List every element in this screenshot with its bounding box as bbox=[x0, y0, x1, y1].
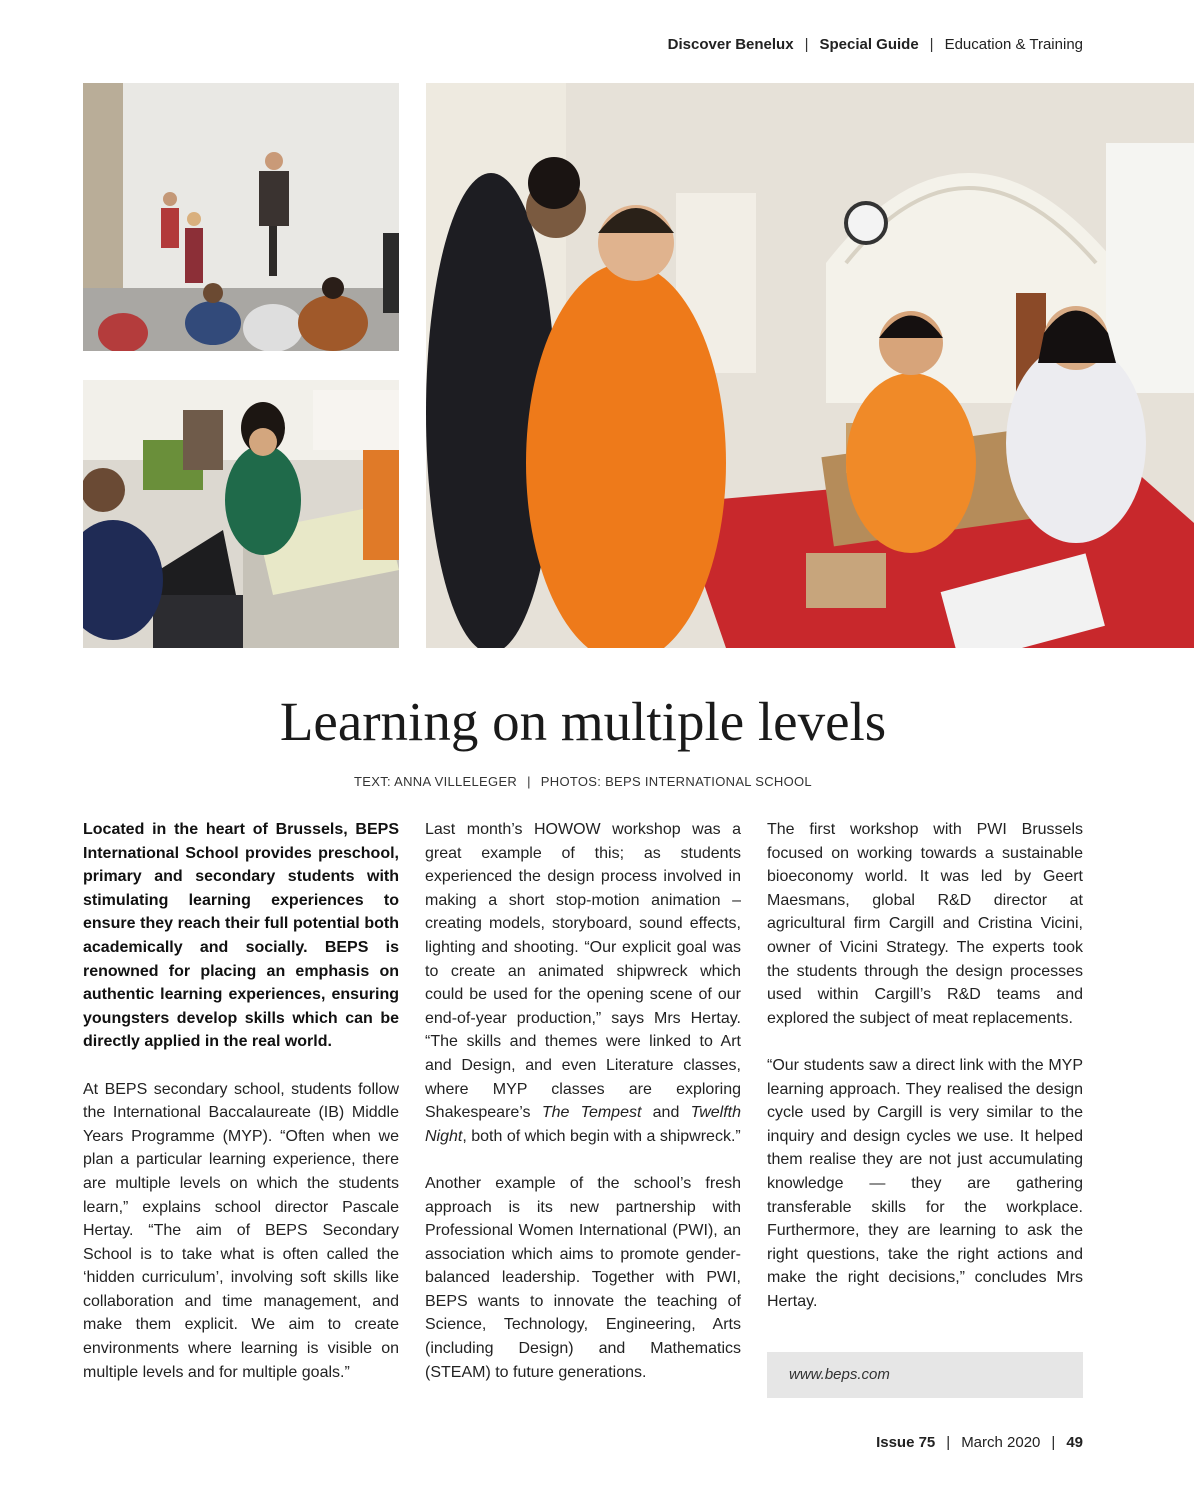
body-text: , both of which begin with a shipwreck.” bbox=[462, 1127, 741, 1145]
students-laptop-icon bbox=[83, 380, 399, 648]
students-workshop-photo bbox=[83, 83, 399, 351]
separator: | bbox=[804, 36, 809, 53]
separator: | bbox=[1051, 1434, 1056, 1451]
issue-number: Issue 75 bbox=[876, 1434, 936, 1451]
students-workshop-icon bbox=[83, 83, 399, 351]
students-laptop-photo bbox=[83, 380, 399, 648]
website-box bbox=[767, 1352, 1083, 1398]
page-footer bbox=[876, 1434, 1083, 1451]
body-paragraph: Another example of the school’s fresh approach is its new partnership with Professional Women International (PWI), an association which aims to promote gender-balanced leadership. Together with PWI, BEPS wants to innovate the teaching of Science, Technology, Engineering, Arts (including Design) and Mathematics (STEAM) to future generations. bbox=[425, 1174, 741, 1381]
separator: | bbox=[527, 774, 531, 789]
photo-credit: PHOTOS: BEPS INTERNATIONAL SCHOOL bbox=[540, 774, 812, 789]
text-credit: TEXT: ANNA VILLELEGER bbox=[354, 774, 518, 789]
separator: | bbox=[929, 36, 934, 53]
lead-paragraph: Located in the heart of Brussels, BEPS International School provides preschool, primary and secondary students with stimulating learning experiences to ensure they reach their full potential both academically and socially. BEPS is renowned for placing an emphasis on authentic learning experiences, ensuring youngsters develop skills which can be directly applied in the real world. bbox=[83, 821, 399, 1051]
body-paragraph: The first workshop with PWI Brussels focused on working towards a sustainable bioeconomy world. It was led by Geert Maesmans, global R&D director at agricultural firm Cargill and Cristina Vicini, owner of Vicini Strategy. The experts took the students through the design processes used within Cargill’s R&D teams and explored the subject of meat replacements. bbox=[767, 821, 1083, 1027]
separator: | bbox=[946, 1434, 951, 1451]
byline bbox=[0, 774, 1166, 789]
topic-name: Education & Training bbox=[944, 36, 1083, 53]
body-text: Last month’s HOWOW workshop was a great example of this; as students experienced the design process involved in making a short stop-motion animation – creating models, storyboard, sound effects, lighting and shooting. “Our explicit goal was to create an animated shipwreck which could be used for the opening scene of our end-of-year production,” says Mrs Hertay. “The skills and themes were linked to Art and Design, and even Literature classes, where MYP classes are exploring Shakespeare’s bbox=[425, 821, 741, 1122]
body-paragraph: “Our students saw a direct link with the MYP learning approach. They realised the design cycle used by Cargill is very similar to the inquiry and design cycles we use. It helped them realise they are not just accumulating knowledge — they are gathering transferable skills for the workplace. Furthermore, they are learning to ask the right questions, take the right actions and make the right decisions,” concludes Mrs Hertay. bbox=[767, 1056, 1083, 1310]
article-column-3 bbox=[767, 818, 1083, 1337]
article-column-2 bbox=[425, 818, 741, 1408]
page-number: 49 bbox=[1066, 1434, 1083, 1451]
issue-date: March 2020 bbox=[961, 1434, 1041, 1451]
play-title: The Tempest bbox=[541, 1104, 642, 1122]
body-text: and bbox=[641, 1104, 691, 1122]
students-shipwreck-model-photo bbox=[426, 83, 1194, 648]
body-paragraph bbox=[425, 818, 741, 1148]
students-shipwreck-model-icon bbox=[426, 83, 1194, 648]
magazine-name: Discover Benelux bbox=[667, 36, 794, 53]
article-title: Learning on multiple levels bbox=[279, 691, 887, 752]
play-title: Twelfth Night bbox=[425, 1104, 741, 1145]
website-link[interactable]: www.beps.com bbox=[789, 1366, 890, 1383]
running-header bbox=[668, 36, 1083, 53]
section-name: Special Guide bbox=[819, 36, 919, 53]
article-column-1 bbox=[83, 818, 399, 1408]
body-paragraph: At BEPS secondary school, students follow the International Baccalaureate (IB) Middle Years Programme (MYP). “Often when we plan a particular learning experience, there are multiple levels on which the students learn,” explains school director Pascale Hertay. “The aim of BEPS Secondary School is to take what is often called the ‘hidden curriculum’, involving soft skills like collaboration and time management, and make them explicit. We aim to create environments where learning is visible on multiple levels and for multiple goals.” bbox=[83, 1080, 399, 1381]
